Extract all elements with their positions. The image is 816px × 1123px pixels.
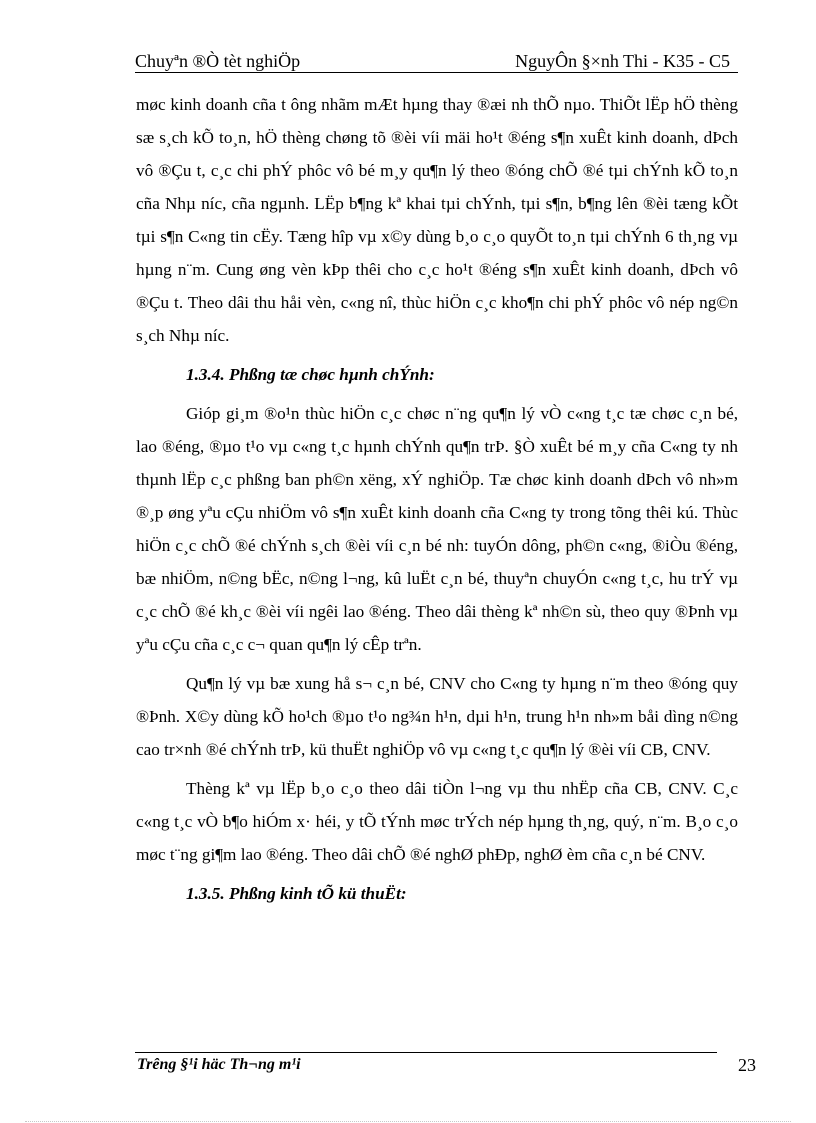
paragraph-3: Qu¶n lý vµ bæ xung hå s¬ c¸n bé, CNV cho C«ng ty hµng n¨m theo ®óng quy ®Þnh. X©y dùng kÕ ho¹ch ®µo t¹o ng¾n h¹n, dµi h¹n, trung h¹n nh»m båi dìng n©ng cao tr×nh ®é chÝnh trÞ, kü thuËt nghiÖp vô vµ c«ng t¸c qu¶n lý ®èi víi CB, CNV.: [136, 674, 738, 759]
page-number: 23: [738, 1055, 756, 1075]
section-heading-1-3-4: 1.3.4. Phßng tæ chøc hµnh chÝnh:: [186, 365, 435, 384]
section-heading-1-3-5: 1.3.5. Phßng kinh tÕ kü thuËt:: [186, 884, 407, 903]
header-title: Chuyªn ®Ò tèt nghiÖp: [135, 51, 301, 71]
footer-divider: [135, 1052, 717, 1053]
paragraph-2: Gióp gi¸m ®o¹n thùc hiÖn c¸c chøc n¨ng qu¶n lý vÒ c«ng t¸c tæ chøc c¸n bé, lao ®éng, ®µo t¹o vµ c«ng t¸c hµnh chÝnh qu¶n trÞ. §Ò xuÊt bé m¸y cña C«ng ty nh thµnh lËp c¸c phßng ban ph©n xëng, xÝ nghiÖp. Tæ chøc kinh doanh dÞch vô nh»m ®¸p øng yªu cÇu nhiÖm vô s¶n xuÊt kinh doanh cña C«ng ty trong tõng thêi kú. Thùc hiÖn c¸c chÕ ®é chÝnh s¸ch ®èi víi c¸n bé nh: tuyÓn dông, ph©n c«ng, ®iÒu ®éng, bæ nhiÖm, n©ng bËc, n©ng l¬ng, kû luËt c¸n bé, thuyªn chuyÓn c«ng t¸c, hu trÝ vµ c¸c chÕ ®é kh¸c ®èi víi ngêi lao ®éng. Theo dâi thèng kª nh©n sù, theo quy ®Þnh vµ yªu cÇu cña c¸c c¬ quan qu¶n lý cÊp trªn.: [136, 404, 738, 654]
page-body: [136, 88, 738, 910]
header-divider: [135, 72, 738, 73]
footer-school: Trêng §¹i häc Th¬ng m¹i: [137, 1056, 301, 1073]
paragraph-4: Thèng kª vµ lËp b¸o c¸o theo dâi tiÒn l¬ng vµ thu nhËp cña CB, CNV. C¸c c«ng t¸c vÒ b¶o hiÓm x· héi, y tÕ tÝnh møc trÝch nép hµng th¸ng, quý, n¨m. B¸o c¸o møc t¨ng gi¶m lao ®éng. Theo dâi chÕ ®é nghØ phÐp, nghØ èm cña c¸n bé CNV.: [136, 779, 738, 864]
paragraph-1: møc kinh doanh cña t ông nhãm mÆt hµng thay ®æi nh thÕ nµo. ThiÕt lËp hÖ thèng sæ s¸ch kÕ to¸n, hÖ thèng chøng tõ ®èi víi mäi ho¹t ®éng s¶n xuÊt kinh doanh, dÞch vô ®Çu t, c¸c chi phÝ phôc vô bé m¸y qu¶n lý theo ®óng chÕ ®é tµi chÝnh kÕ to¸n cña Nhµ níc, cña ngµnh. LËp b¶ng kª khai tµi chÝnh, tµi s¶n, b¶ng lên ®èi tæng kÕt tµi s¶n C«ng tin cËy. Tæng hîp vµ x©y dùng b¸o c¸o quyÕt to¸n tµi chÝnh 6 th¸ng vµ hµng n¨m. Cung øng vèn kÞp thêi cho c¸c ho¹t ®éng s¶n xuÊt kinh doanh, dÞch vô ®Çu t. Theo dâi thu håi vèn, c«ng nî, thùc hiÖn c¸c kho¶n chi phÝ phôc vô nép ng©n s¸ch Nhµ níc.: [136, 95, 738, 345]
header-author: NguyÔn §×nh Thi - K35 - C5: [515, 51, 730, 71]
page-edge-divider: [25, 1121, 791, 1122]
